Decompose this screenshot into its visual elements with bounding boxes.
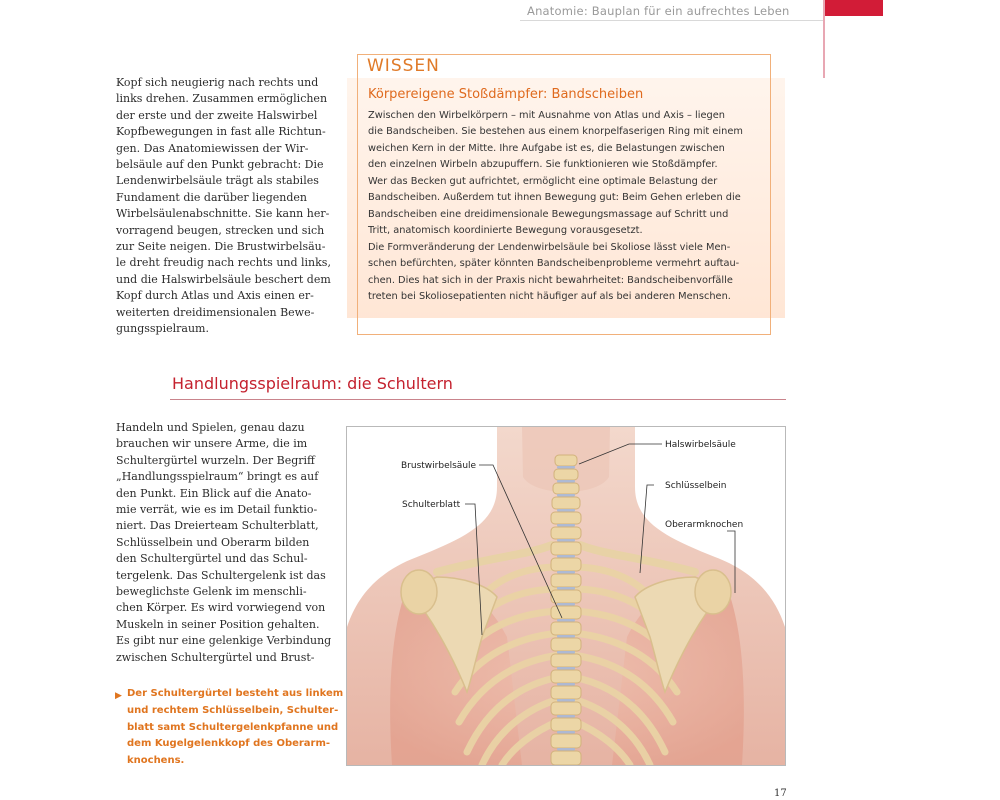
section-heading: Handlungsspielraum: die Schultern (172, 374, 453, 393)
body-text-top (116, 75, 331, 338)
text-line: Lendenwirbelsäule trägt als stabiles (116, 174, 319, 188)
text-line: mie verrät, wie es im Detail funktio- (116, 503, 318, 517)
header-color-tab (825, 0, 883, 16)
text-line: die Bandscheiben. Sie bestehen aus einem knorpelfaserigen Ring mit einem (368, 126, 743, 138)
text-line: Kopf durch Atlas und Axis einen er- (116, 289, 314, 303)
text-line: Schlüsselbein und Oberarm bilden (116, 535, 310, 549)
triangle-bullet-icon: ▶ (115, 691, 122, 701)
text-line: Tritt, anatomisch koordinierte Bewegung vorausgesetzt. (368, 225, 643, 237)
label-brustwirbelsaeule: Brustwirbelsäule (401, 461, 477, 471)
text-line: und rechtem Schlüsselbein, Schulter- (127, 704, 339, 716)
label-schulterblatt: Schulterblatt (402, 500, 461, 510)
spine (551, 455, 581, 765)
label-schluesselbein: Schlüsselbein (665, 481, 727, 491)
text-line: niert. Das Dreierteam Schulterblatt, (116, 519, 319, 533)
text-line: dem Kugelgelenkkopf des Oberarm- (127, 738, 331, 750)
text-line: vorragend beugen, strecken und sich (116, 223, 325, 237)
header-rule (520, 20, 824, 21)
text-line: Die Formveränderung der Lendenwirbelsäule bei Skoliose lässt viele Men- (368, 241, 731, 253)
wissen-body (368, 108, 763, 305)
text-line: den Punkt. Ein Blick auf die Anato- (116, 486, 312, 500)
text-line: chen Körper. Es wird vorwiegend von (116, 601, 326, 615)
text-line: chen. Dies hat sich in der Praxis nicht bewahrheitet: Bandscheibenvorfälle (368, 274, 733, 286)
text-line: schen befürchten, später könnten Bandscheibenprobleme vermehrt auftau- (368, 258, 740, 270)
label-oberarmknochen: Oberarmknochen (665, 520, 744, 530)
text-line: Fundament die darüber liegenden (116, 190, 307, 204)
text-line: weiterten dreidimensionalen Bewe- (116, 305, 315, 319)
page-number: 17 (774, 788, 787, 799)
text-line: zwischen Schultergürtel und Brust- (116, 650, 315, 664)
text-line: tergelenk. Das Schultergelenk ist das (116, 568, 326, 582)
text-line: gungsspielraum. (116, 322, 209, 336)
text-line: Bandscheiben. Außerdem tut ihnen Bewegung gut: Beim Gehen erleben die (368, 192, 741, 204)
shoulder-anatomy-figure (346, 426, 786, 766)
text-line: knochens. (127, 755, 185, 767)
text-line: Handeln und Spielen, genau dazu (116, 421, 305, 434)
text-line: Muskeln in seiner Position gehalten. (116, 617, 320, 631)
text-line: zur Seite neigen. Die Brustwirbelsäu- (116, 240, 326, 254)
text-line: und die Halswirbelsäule beschert dem (116, 272, 331, 286)
text-line: weichen Kern in der Mitte. Ihre Aufgabe ist es, die Belastungen zwischen (368, 142, 725, 154)
text-line: Der Schultergürtel besteht aus linkem (127, 688, 344, 699)
text-line: den Schultergürtel und das Schul- (116, 552, 308, 566)
text-line: le dreht freudig nach rechts und links, (116, 256, 331, 270)
text-line: blatt samt Schultergelenkpfanne und (127, 721, 339, 733)
tip-callout (115, 686, 343, 770)
text-line: brauchen wir unsere Arme, die im (116, 437, 308, 451)
wissen-label: WISSEN (367, 56, 440, 76)
text-line: der erste und der zweite Halswirbel (116, 108, 318, 122)
wissen-title: Körpereigene Stoßdämpfer: Bandscheiben (368, 87, 644, 102)
text-line: „Handlungsspielraum“ bringt es auf (116, 470, 319, 484)
text-line: den einzelnen Wirbeln abzupuffern. Sie funktionieren wie Stoßdämpfer. (368, 159, 718, 171)
text-line: links drehen. Zusammen ermöglichen (116, 92, 328, 106)
text-line: Bandscheiben eine dreidimensionale Bewegungsmassage auf Schritt und (368, 208, 729, 220)
section-rule (170, 399, 786, 400)
text-line: Kopfbewegungen in fast alle Richtun- (116, 125, 326, 139)
left-humerus-head (401, 570, 437, 614)
label-halswirbelsaeule: Halswirbelsäule (665, 440, 736, 450)
text-line: treten bei Skoliosepatienten nicht häufiger auf als bei anderen Menschen. (368, 290, 731, 302)
body-text-bottom (116, 420, 331, 666)
text-line: Wer das Becken gut aufrichtet, ermöglicht eine optimale Belastung der (368, 175, 718, 187)
text-line: Es gibt nur eine gelenkige Verbindung (116, 634, 332, 648)
text-line: Wirbelsäulenabschnitte. Sie kann her- (116, 207, 330, 221)
text-line: belsäule auf den Punkt gebracht: Die (116, 158, 324, 172)
text-line: Schultergürtel wurzeln. Der Begriff (116, 453, 315, 467)
running-title: Anatomie: Bauplan für ein aufrechtes Leben (527, 4, 790, 18)
text-line: beweglichste Gelenk im menschli- (116, 585, 307, 599)
anatomy-illustration (347, 427, 785, 765)
text-line: Kopf sich neugierig nach rechts und (116, 76, 319, 89)
right-humerus-head (695, 570, 731, 614)
text-line: Zwischen den Wirbelkörpern – mit Ausnahme von Atlas und Axis – liegen (368, 110, 725, 121)
text-line: gen. Das Anatomiewissen der Wir- (116, 141, 309, 155)
